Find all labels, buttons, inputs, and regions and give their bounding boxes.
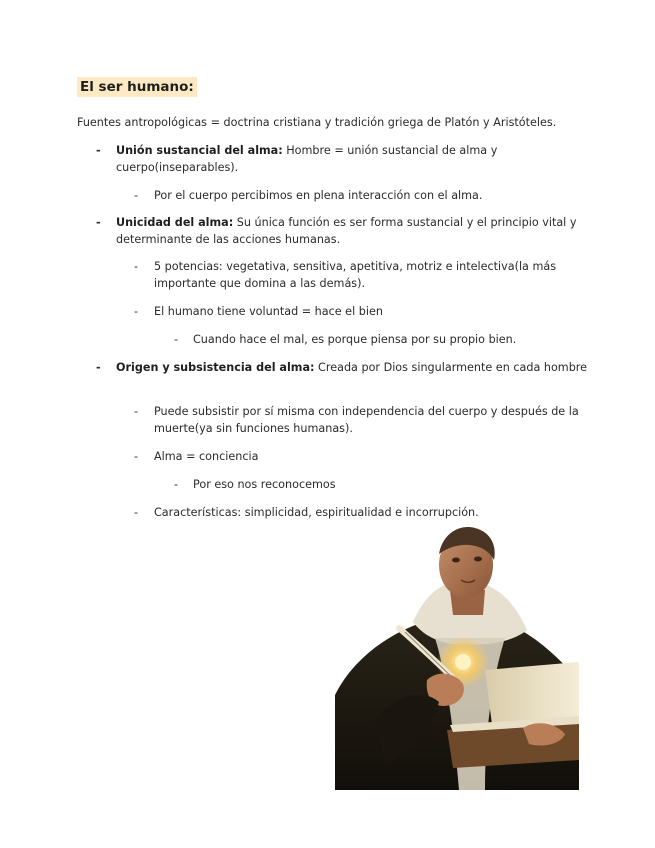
- dash-bullet: -: [174, 333, 179, 346]
- sub-list-item: [134, 258, 594, 292]
- sub-sub-list-item: [174, 331, 594, 348]
- dash-bullet: -: [134, 260, 139, 273]
- sub-list-item-text: 5 potencias: vegetativa, sensitiva, apetitiva, motriz e intelectiva(la más importante que domina a las demás).: [154, 260, 557, 290]
- sub-list-item: [134, 504, 594, 521]
- sub-list-item: [134, 448, 594, 465]
- list-item-origen: [96, 359, 596, 376]
- dash-bullet: -: [134, 305, 139, 318]
- portrait-image: [335, 520, 579, 790]
- sub-list-item-text: El humano tiene voluntad = hace el bien: [154, 305, 383, 318]
- dash-bullet: -: [134, 189, 139, 202]
- sub-sub-list-item-text: Por eso nos reconocemos: [193, 478, 336, 491]
- list-item-text: [116, 214, 596, 248]
- sub-list-item-text: Alma = conciencia: [154, 450, 259, 463]
- intro-paragraph: Fuentes antropológicas = doctrina cristiana y tradición griega de Platón y Aristóteles.: [77, 116, 557, 129]
- list-item-unicidad: [96, 214, 596, 248]
- dash-bullet: -: [134, 506, 139, 519]
- sub-list-item: [134, 187, 594, 204]
- dash-bullet: -: [96, 216, 101, 229]
- sub-list-item-text: Puede subsistir por sí misma con independencia del cuerpo y después de la muerte(ya sin funciones humanas).: [154, 405, 579, 435]
- sub-sub-list-item-text: Cuando hace el mal, es porque piensa por su propio bien.: [193, 333, 517, 346]
- list-item-text: [116, 142, 596, 176]
- list-item-text: [116, 359, 596, 376]
- sub-list-item-text: Por el cuerpo percibimos en plena interacción con el alma.: [154, 189, 483, 202]
- list-item-body: Hombre = unión sustancial de alma y cuerpo(inseparables).: [116, 144, 498, 174]
- dash-bullet: -: [134, 405, 139, 418]
- sub-sub-list-item: [174, 476, 594, 493]
- sub-list-item: [134, 303, 594, 320]
- dash-bullet: -: [134, 450, 139, 463]
- sub-list-item: [134, 403, 594, 437]
- list-item-heading: Origen y subsistencia del alma:: [116, 361, 315, 374]
- sub-list-item-text: Características: simplicidad, espiritualidad e incorrupción.: [154, 506, 479, 519]
- list-item-body: Creada por Dios singularmente en cada hombre: [314, 361, 588, 374]
- dash-bullet: -: [96, 144, 101, 157]
- list-item-heading: Unicidad del alma:: [116, 216, 234, 229]
- dash-bullet: -: [174, 478, 179, 491]
- list-item-heading: Unión sustancial del alma:: [116, 144, 283, 157]
- list-item-body: Su única función es ser forma sustancial y el principio vital y determinante de las acciones humanas.: [116, 216, 577, 246]
- list-item-union-sustancial: [96, 142, 596, 176]
- dash-bullet: -: [96, 361, 101, 374]
- page-title: El ser humano:: [77, 77, 197, 97]
